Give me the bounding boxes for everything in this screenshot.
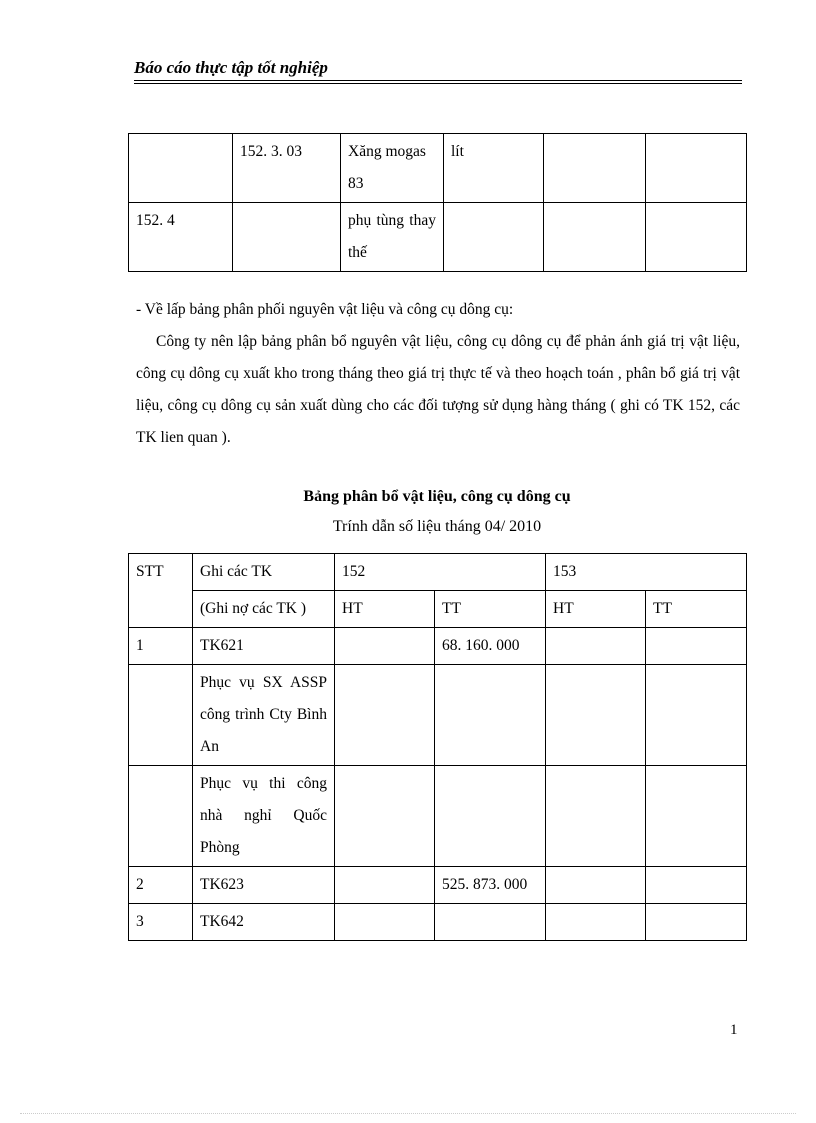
table-row <box>129 766 747 867</box>
table-cell: TK621 <box>193 628 335 665</box>
table-cell: 2 <box>129 867 193 904</box>
table-header-row <box>129 591 747 628</box>
table-cell: TK623 <box>193 867 335 904</box>
table-cell <box>646 665 747 766</box>
table-cell <box>233 203 341 272</box>
header-ht: HT <box>546 591 646 628</box>
table-row <box>129 867 747 904</box>
allocation-table <box>128 553 747 941</box>
table-cell: Xăng mogas 83 <box>341 134 444 203</box>
table-cell <box>646 867 747 904</box>
body-line: - Về lấp bảng phân phối nguyên vật liệu và công cụ dông cụ: <box>136 301 514 318</box>
table-cell <box>335 867 435 904</box>
table-cell: 68. 160. 000 <box>435 628 546 665</box>
table-cell <box>646 628 747 665</box>
header-rule <box>134 80 742 81</box>
body-text <box>136 294 740 454</box>
header-rule-double <box>134 83 742 84</box>
table-cell <box>435 665 546 766</box>
table-cell <box>435 904 546 941</box>
table-cell: 152. 4 <box>129 203 233 272</box>
table-row <box>129 134 747 203</box>
table-cell: 3 <box>129 904 193 941</box>
table-cell: 152. 3. 03 <box>233 134 341 203</box>
header-tk153: 153 <box>546 554 747 591</box>
header-tt: TT <box>646 591 747 628</box>
table-cell <box>646 904 747 941</box>
table-cell: phụ tùng thay thế <box>341 203 444 272</box>
table-header-row <box>129 554 747 591</box>
table-cell <box>546 766 646 867</box>
table-cell: TK642 <box>193 904 335 941</box>
table-cell <box>646 203 747 272</box>
table-row <box>129 628 747 665</box>
header-stt: STT <box>129 554 193 628</box>
header-ht: HT <box>335 591 435 628</box>
body-paragraph: Công ty nên lập bảng phân bổ nguyên vật liệu, công cụ dông cụ để phản ánh giá trị vật liệu, công cụ dông cụ xuất kho trong tháng theo giá trị thực tế và theo hoạch toán , phân bổ giá trị vật liệu, công cụ dông cụ sản xuất dùng cho các đối tượng sử dụng hàng tháng ( ghi có TK 152, các TK lien quan ). <box>136 333 740 446</box>
table-cell: 525. 873. 000 <box>435 867 546 904</box>
table-cell <box>546 904 646 941</box>
table-cell <box>129 134 233 203</box>
header-ghi-no: (Ghi nợ các TK ) <box>193 591 335 628</box>
table-cell <box>129 766 193 867</box>
table-cell <box>546 867 646 904</box>
table-cell <box>546 665 646 766</box>
table-row <box>129 665 747 766</box>
table-row <box>129 904 747 941</box>
table-row <box>129 203 747 272</box>
table-cell <box>335 904 435 941</box>
table-cell <box>444 203 544 272</box>
table-cell: Phục vụ thi công nhà nghỉ Quốc Phòng <box>193 766 335 867</box>
table-cell: 1 <box>129 628 193 665</box>
table-subtitle: Trính dẫn số liệu tháng 04/ 2010 <box>332 518 542 535</box>
table-cell <box>546 628 646 665</box>
header-tk152: 152 <box>335 554 546 591</box>
materials-table <box>128 133 747 272</box>
table-cell <box>544 203 646 272</box>
header-tt: TT <box>435 591 546 628</box>
table-cell <box>544 134 646 203</box>
page-bottom-edge <box>20 1113 796 1114</box>
table-cell: Phục vụ SX ASSP công trình Cty Bình An <box>193 665 335 766</box>
table-cell <box>435 766 546 867</box>
header-title: Báo cáo thực tập tốt nghiệp <box>134 58 328 77</box>
table-cell <box>646 766 747 867</box>
page-number: 1 <box>730 1022 738 1038</box>
table-cell <box>646 134 747 203</box>
table-cell <box>335 628 435 665</box>
table-cell <box>335 766 435 867</box>
header-ghi-cac-tk: Ghi các TK <box>193 554 335 591</box>
table-cell: lít <box>444 134 544 203</box>
table-cell <box>129 665 193 766</box>
table-title: Bảng phân bổ vật liệu, công cụ dông cụ <box>303 488 571 505</box>
table-cell <box>335 665 435 766</box>
